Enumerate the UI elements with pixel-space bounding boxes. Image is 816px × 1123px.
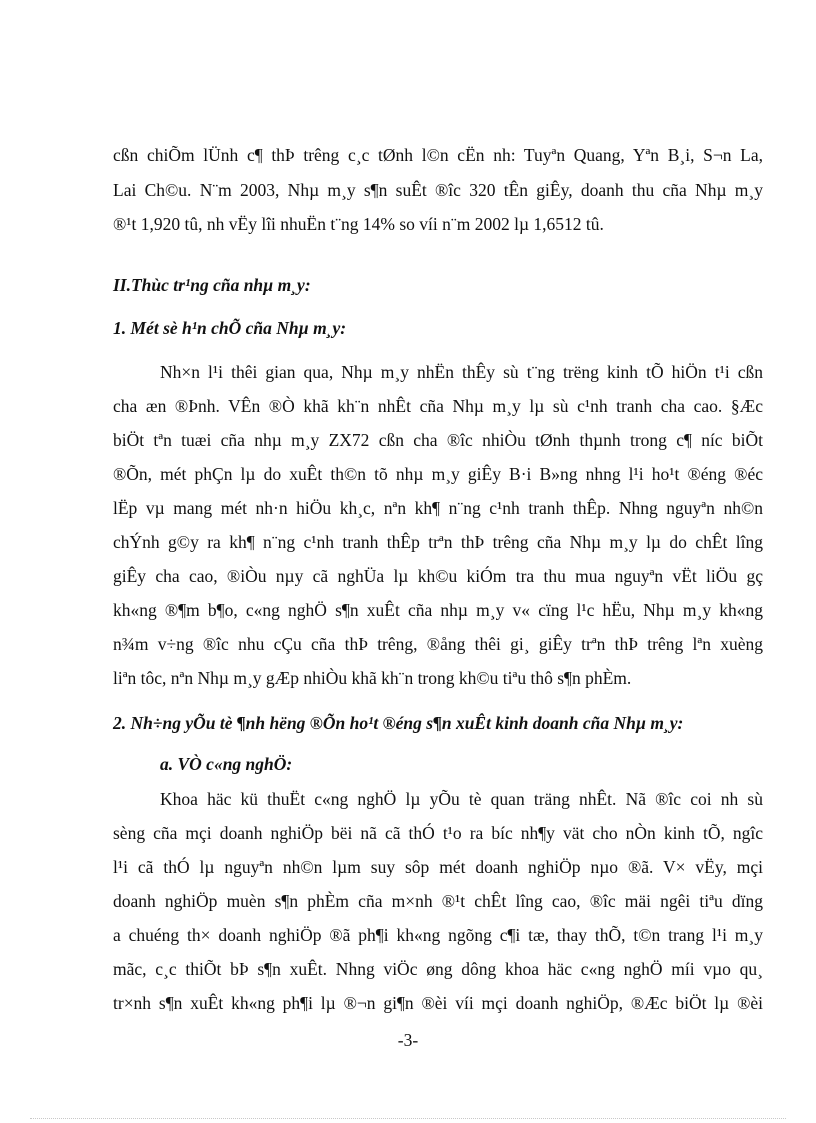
text-line: doanh nghiÖp muèn s¶n phÈm cña m×nh ®¹t chÊt lîng cao, ®îc mäi ngêi tiªu dïng <box>113 891 763 911</box>
text-line: cha æn ®Þnh. VÊn ®Ò khã kh¨n nhÊt cña Nhµ m¸y lµ sù c¹nh tranh cha cao. §Æc <box>113 396 763 416</box>
text-line: ®Õn, mét phÇn lµ do xuÊt th©n tõ nhµ m¸y giÊy B·i B»ng nhng l¹i ho¹t ®éng ®éc <box>113 464 763 484</box>
text-line: n¾m v÷ng ®îc nhu cÇu cña thÞ trêng, ®ång thêi gi¸ giÊy trªn thÞ trêng lªn xuèng <box>113 634 763 654</box>
text-line: liªn tôc, nªn Nhµ m¸y gÆp nhiÒu khã kh¨n trong kh©u tiªu thô s¶n phÈm. <box>113 668 632 688</box>
text-line: tr×nh s¶n xuÊt kh«ng ph¶i lµ ®¬n gi¶n ®èi víi mçi doanh nghiÖp, ®Æc biÖt lµ ®èi <box>113 993 763 1013</box>
subsection-heading: 1. Mét sè h¹n chÕ cña Nhµ m¸y: <box>113 318 347 338</box>
text-line: lËp vµ mang mét nh·n hiÖu kh¸c, nªn kh¶ n¨ng c¹nh tranh thÊp. Nhng nguyªn nh©n <box>113 498 763 518</box>
section-heading: II.Thùc tr¹ng cña nhµ m¸y: <box>113 275 311 295</box>
text-line: Khoa häc kü thuËt c«ng nghÖ lµ yÕu tè quan träng nhÊt. Nã ®îc coi nh sù <box>160 789 763 809</box>
text-line: cßn chiÕm lÜnh c¶ thÞ trêng c¸c tØnh l©n cËn nh: Tuyªn Quang, Yªn B¸i, S¬n La, <box>113 145 763 165</box>
subsubsection-heading: a. VÒ c«ng nghÖ: <box>160 754 293 774</box>
page-number: -3- <box>397 1030 419 1050</box>
page-bottom-divider <box>30 1118 786 1119</box>
text-line: Nh×n l¹i thêi gian qua, Nhµ m¸y nhËn thÊy sù t¨ng trëng kinh tÕ hiÖn t¹i cßn <box>160 362 763 382</box>
text-line: ®¹t 1,920 tû, nh vËy lîi nhuËn t¨ng 14% so víi n¨m 2002 lµ 1,6512 tû. <box>113 214 604 234</box>
text-line: l¹i cã thÓ lµ nguyªn nh©n lµm suy sôp mét doanh nghiÖp nµo ®ã. V× vËy, mçi <box>113 857 763 877</box>
subsection-heading: 2. Nh÷ng yÕu tè ¶nh hëng ®Õn ho¹t ®éng s¶n xuÊt kinh doanh cña Nhµ m¸y: <box>113 713 684 733</box>
text-line: Lai Ch©u. N¨m 2003, Nhµ m¸y s¶n suÊt ®îc 320 tÊn giÊy, doanh thu cña Nhµ m¸y <box>113 180 763 200</box>
text-line: kh«ng ®¶m b¶o, c«ng nghÖ s¶n xuÊt cña nhµ m¸y v« cïng l¹c hËu, Nhµ m¸y kh«ng <box>113 600 763 620</box>
text-line: chÝnh g©y ra kh¶ n¨ng c¹nh tranh thÊp trªn thÞ trêng cña Nhµ m¸y lµ do chÊt lîng <box>113 532 763 552</box>
text-line: biÖt tªn tuæi cña nhµ m¸y ZX72 cßn cha ®îc nhiÒu tØnh thµnh trong c¶ níc biÕt <box>113 430 763 450</box>
text-line: mãc, c¸c thiÕt bÞ s¶n xuÊt. Nhng viÖc øng dông khoa häc c«ng nghÖ míi vµo qu¸ <box>113 959 763 979</box>
text-line: a chuéng th× doanh nghiÖp ®ã ph¶i kh«ng ngõng c¶i tæ, thay thÕ, t©n trang l¹i m¸y <box>113 925 763 945</box>
text-line: sèng cña mçi doanh nghiÖp bëi nã cã thÓ t¹o ra bíc nh¶y vät cho nÒn kinh tÕ, ngîc <box>113 823 763 843</box>
text-line: giÊy cha cao, ®iÒu nµy cã nghÜa lµ kh©u kiÓm tra thu mua nguyªn vËt liÖu gç <box>113 566 763 586</box>
